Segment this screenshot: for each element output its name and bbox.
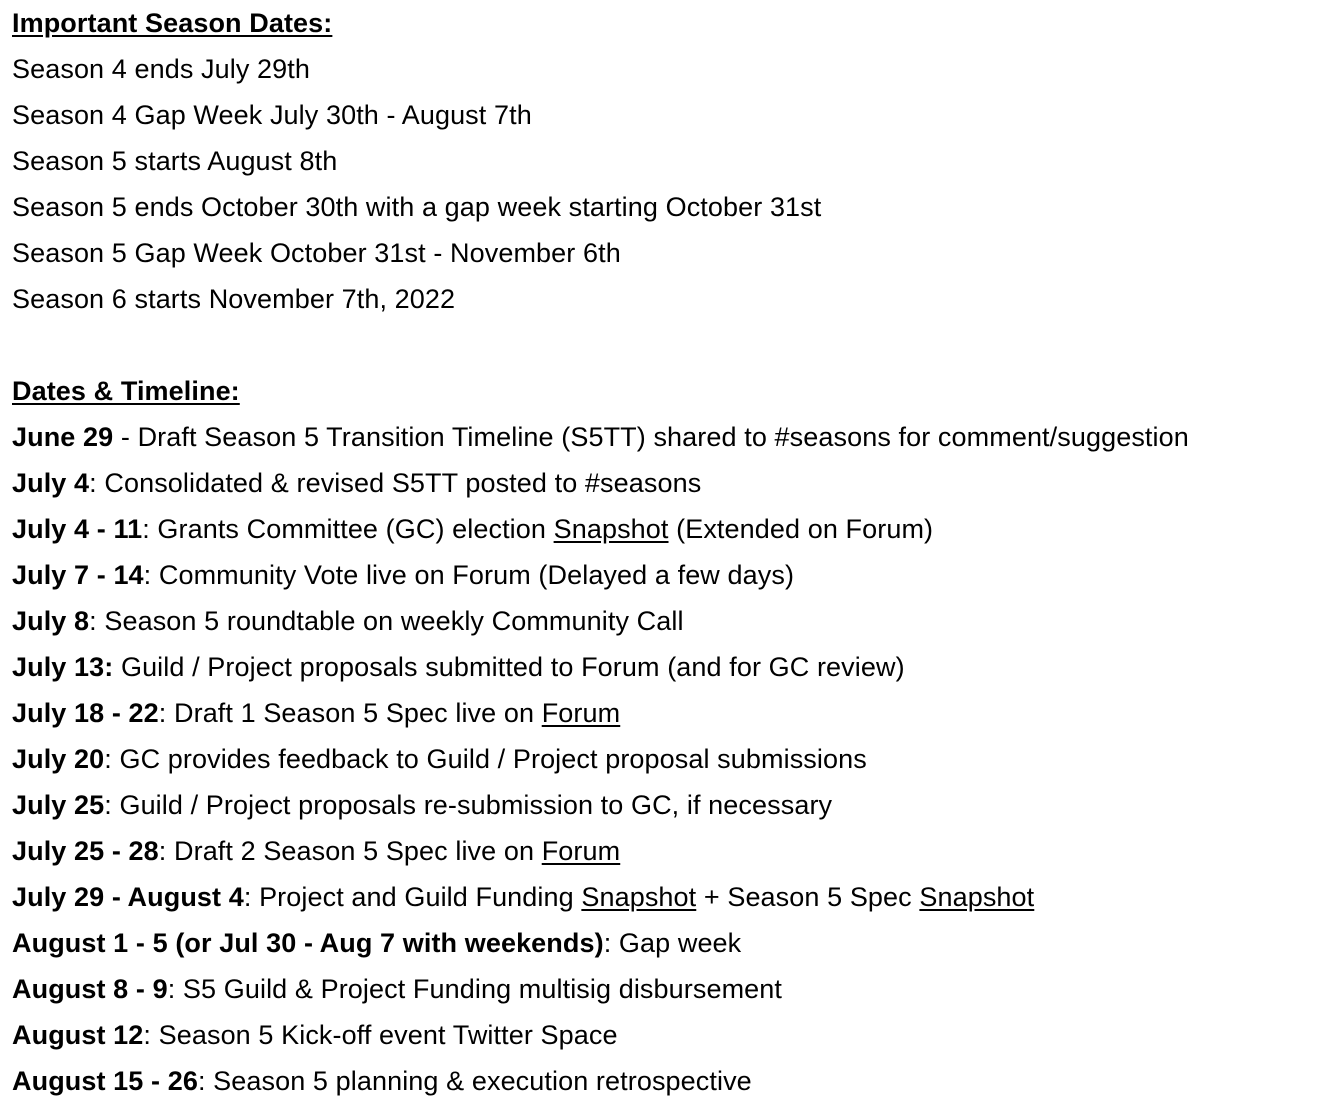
snapshot-link[interactable]: Snapshot [581, 882, 697, 912]
timeline-text: S5 Guild & Project Funding multisig disbursement [182, 974, 782, 1004]
timeline-separator: : [104, 790, 120, 820]
timeline-entry [12, 920, 1334, 966]
timeline-text: Season 5 planning & execution retrospective [213, 1066, 752, 1096]
timeline-separator: : [143, 1020, 159, 1050]
timeline-text: Draft 2 Season 5 Spec live on [174, 836, 542, 866]
timeline-text: Season 5 roundtable on weekly Community Call [104, 606, 684, 636]
timeline-text: Gap week [618, 928, 742, 958]
timeline-date: July 4 [12, 468, 90, 498]
timeline-separator: : [603, 928, 619, 958]
timeline-entry [12, 414, 1334, 460]
timeline-date: July 25 [12, 790, 105, 820]
timeline-date: July 25 - 28 [12, 836, 159, 866]
timeline-entry [12, 966, 1334, 1012]
timeline-text: Guild / Project proposals submitted to Forum (and for GC review) [120, 652, 905, 682]
timeline-text: Community Vote live on Forum (Delayed a few days) [158, 560, 795, 590]
timeline-separator: : [158, 836, 174, 866]
timeline-text: Season 5 Kick-off event Twitter Space [158, 1020, 618, 1050]
timeline-date: July 4 - 11 [12, 514, 143, 544]
timeline-entry [12, 552, 1334, 598]
timeline-text: GC provides feedback to Guild / Project proposal submissions [119, 744, 867, 774]
timeline-entry [12, 736, 1334, 782]
timeline-entry [12, 874, 1334, 920]
timeline-entry [12, 644, 1334, 690]
timeline-text: Guild / Project proposals re-submission to GC, if necessary [119, 790, 833, 820]
timeline-entry [12, 506, 1334, 552]
timeline-text: Draft Season 5 Transition Timeline (S5TT) shared to #seasons for comment/suggestion [137, 422, 1189, 452]
timeline-entry [12, 690, 1334, 736]
timeline-text: (Extended on Forum) [668, 514, 934, 544]
timeline-separator: : [197, 1066, 214, 1096]
timeline-text: Consolidated & revised S5TT posted to #seasons [104, 468, 702, 498]
timeline-date: July 13: [12, 652, 114, 682]
timeline-separator: : [89, 468, 105, 498]
timeline-heading: Dates & Timeline: [12, 376, 240, 406]
timeline-date: August 1 - 5 (or Jul 30 - Aug 7 with weekends) [12, 928, 604, 958]
timeline-separator: : [243, 882, 260, 912]
season-date-item: Season 4 ends July 29th [12, 54, 311, 84]
timeline-text: Grants Committee (GC) election [157, 514, 554, 544]
season-date-item: Season 5 ends October 30th with a gap week starting October 31st [12, 192, 822, 222]
season-date-item: Season 5 Gap Week October 31st - November 6th [12, 238, 621, 268]
blank-line [12, 322, 1334, 368]
timeline-date: July 18 - 22 [12, 698, 159, 728]
timeline-separator: : [142, 514, 158, 544]
timeline-entry [12, 598, 1334, 644]
timeline-date: August 12 [12, 1020, 144, 1050]
snapshot-link[interactable]: Snapshot [919, 882, 1035, 912]
timeline-separator: : [158, 698, 174, 728]
timeline-separator: : [167, 974, 183, 1004]
timeline-date: August 15 - 26 [12, 1066, 198, 1096]
timeline-separator [113, 652, 121, 682]
season-date-item: Season 5 starts August 8th [12, 146, 338, 176]
timeline-date: July 8 [12, 606, 90, 636]
forum-link[interactable]: Forum [541, 836, 621, 866]
timeline-separator: : [104, 744, 120, 774]
timeline-entry [12, 1058, 1334, 1104]
season-dates-heading: Important Season Dates: [12, 8, 333, 38]
timeline-date: June 29 [12, 422, 114, 452]
timeline-separator: : [89, 606, 105, 636]
timeline-date: July 29 - August 4 [12, 882, 244, 912]
season-date-item: Season 4 Gap Week July 30th - August 7th [12, 100, 532, 130]
timeline-date: August 8 - 9 [12, 974, 168, 1004]
timeline-entry [12, 828, 1334, 874]
timeline-separator: : [143, 560, 159, 590]
timeline-text: Draft 1 Season 5 Spec live on [174, 698, 542, 728]
timeline-separator: - [113, 422, 138, 452]
timeline-entry [12, 460, 1334, 506]
timeline-date: July 20 [12, 744, 105, 774]
forum-link[interactable]: Forum [541, 698, 621, 728]
timeline-date: July 7 - 14 [12, 560, 144, 590]
timeline-entry [12, 1012, 1334, 1058]
timeline-entry [12, 782, 1334, 828]
timeline-text: + Season 5 Spec [696, 882, 920, 912]
snapshot-link[interactable]: Snapshot [553, 514, 669, 544]
season-date-item: Season 6 starts November 7th, 2022 [12, 284, 456, 314]
timeline-text: Project and Guild Funding [259, 882, 582, 912]
